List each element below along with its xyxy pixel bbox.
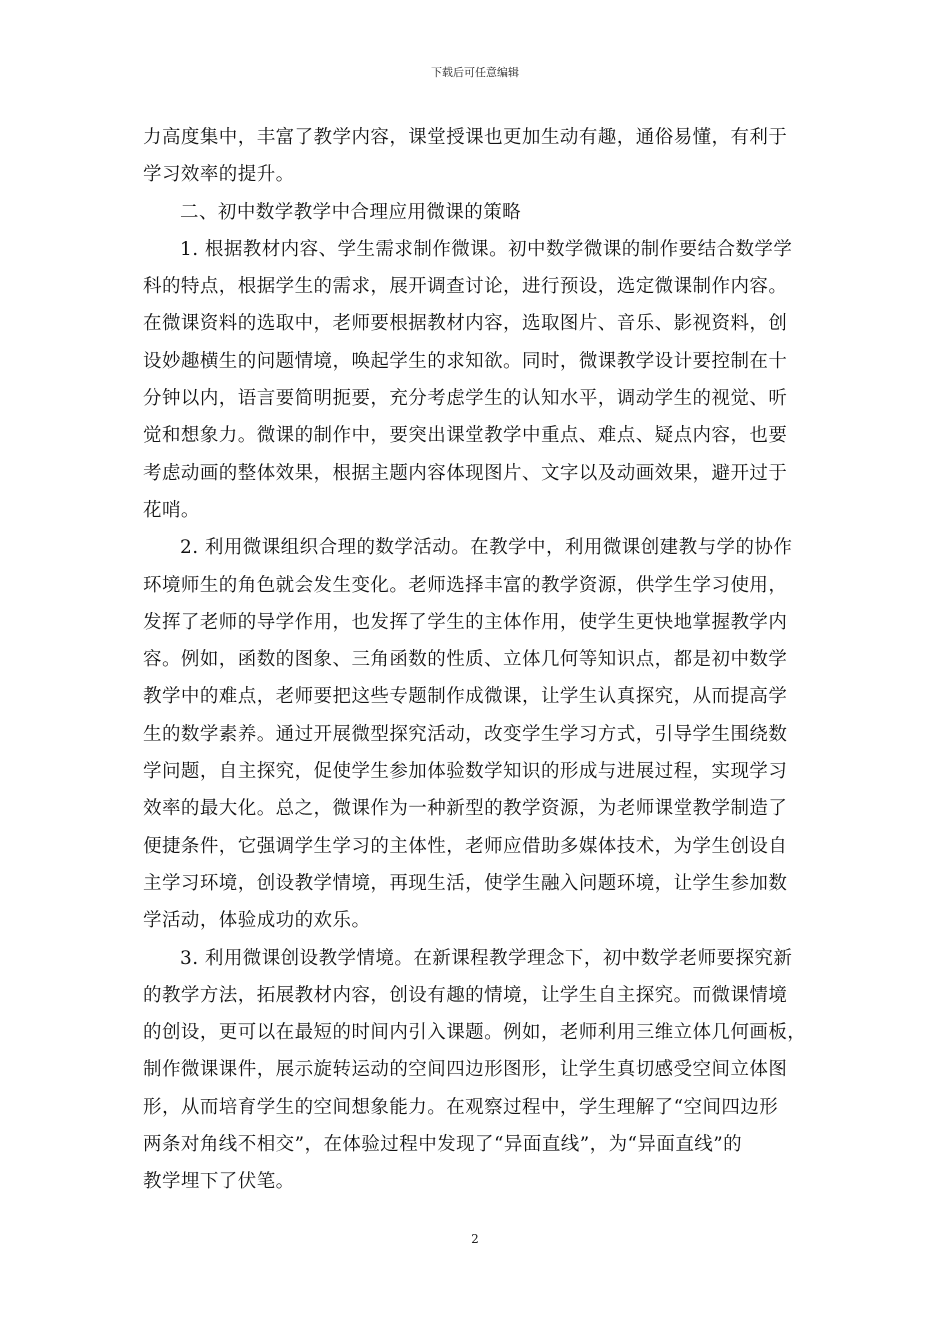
text-line: 的教学方法，拓展教材内容，创设有趣的情境，让学生自主探究。而微课情境: [143, 984, 788, 1006]
text-line: 考虑动画的整体效果，根据主题内容体现图片、文字以及动画效果，避开过于: [143, 462, 788, 484]
text-line: 2. 利用微课组织合理的数学活动。在教学中，利用微课创建教与学的协作: [180, 537, 793, 559]
text-line: 学问题，自主探究，促使学生参加体验数学知识的形成与进展过程，实现学习: [143, 761, 788, 783]
text-line: 在微课资料的选取中，老师要根据教材内容，选取图片、音乐、影视资料，创: [143, 313, 788, 335]
text-line: 教学中的难点，老师要把这些专题制作成微课，让学生认真探究，从而提高学: [143, 686, 788, 708]
text-line: 学习效率的提升。: [143, 164, 295, 186]
text-line: 容。例如，函数的图象、三角函数的性质、立体几何等知识点，都是初中数学: [143, 649, 788, 671]
document-body: [143, 119, 807, 1201]
text-line: 学活动，体验成功的欢乐。: [143, 910, 371, 932]
text-line: 便捷条件，它强调学生学习的主体性，老师应借助多媒体技术，为学生创设自: [143, 835, 788, 857]
text-line: 制作微课课件，展示旋转运动的空间四边形图形，让学生真切感受空间立体图: [143, 1059, 788, 1081]
text-line: 效率的最大化。总之，微课作为一种新型的教学资源，为老师课堂教学制造了: [143, 798, 788, 820]
text-line: 形，从而培育学生的空间想象能力。在观察过程中，学生理解了“空间四边形: [143, 1096, 779, 1118]
text-line: 两条对角线不相交”，在体验过程中发现了“异面直线”，为“异面直线”的: [143, 1134, 743, 1156]
text-line: 发挥了老师的导学作用，也发挥了学生的主体作用，使学生更快地掌握教学内: [143, 611, 788, 633]
page-number: 2: [471, 1232, 479, 1246]
text-line: 力高度集中，丰富了教学内容，课堂授课也更加生动有趣，通俗易懂，有利于: [143, 127, 788, 148]
text-line: 花哨。: [143, 499, 200, 521]
text-line: 生的数学素养。通过开展微型探究活动，改变学生学习方式，引导学生围绕数: [143, 723, 788, 745]
text-line: 1. 根据教材内容、学生需求制作微课。初中数学微课的制作要结合数学学: [180, 238, 793, 260]
text-line: 分钟以内，语言要简明扼要，充分考虑学生的认知水平，调动学生的视觉、听: [143, 388, 788, 410]
text-line: 主学习环境，创设教学情境，再现生活，使学生融入问题环境，让学生参加数: [143, 872, 788, 894]
text-line: 科的特点，根据学生的需求，展开调查讨论，进行预设，选定微课制作内容。: [143, 276, 788, 298]
text-line: 环境师生的角色就会发生变化。老师选择丰富的教学资源，供学生学习使用，: [143, 574, 788, 596]
text-line: 3. 利用微课创设教学情境。在新课程教学理念下，初中数学老师要探究新: [180, 947, 793, 969]
text-line: 的创设，更可以在最短的时间内引入课题。例如，老师利用三维立体几何画板，: [143, 1022, 807, 1044]
page-header: 下载后可任意编辑: [431, 66, 519, 79]
text-line: 教学埋下了伏笔。: [143, 1171, 295, 1193]
text-line: 觉和想象力。微课的制作中，要突出课堂教学中重点、难点、疑点内容，也要: [143, 425, 788, 447]
section-heading: 二、初中数学教学中合理应用微课的策略: [180, 201, 522, 223]
text-line: 设妙趣横生的问题情境，唤起学生的求知欲。同时，微课教学设计要控制在十: [143, 350, 788, 372]
